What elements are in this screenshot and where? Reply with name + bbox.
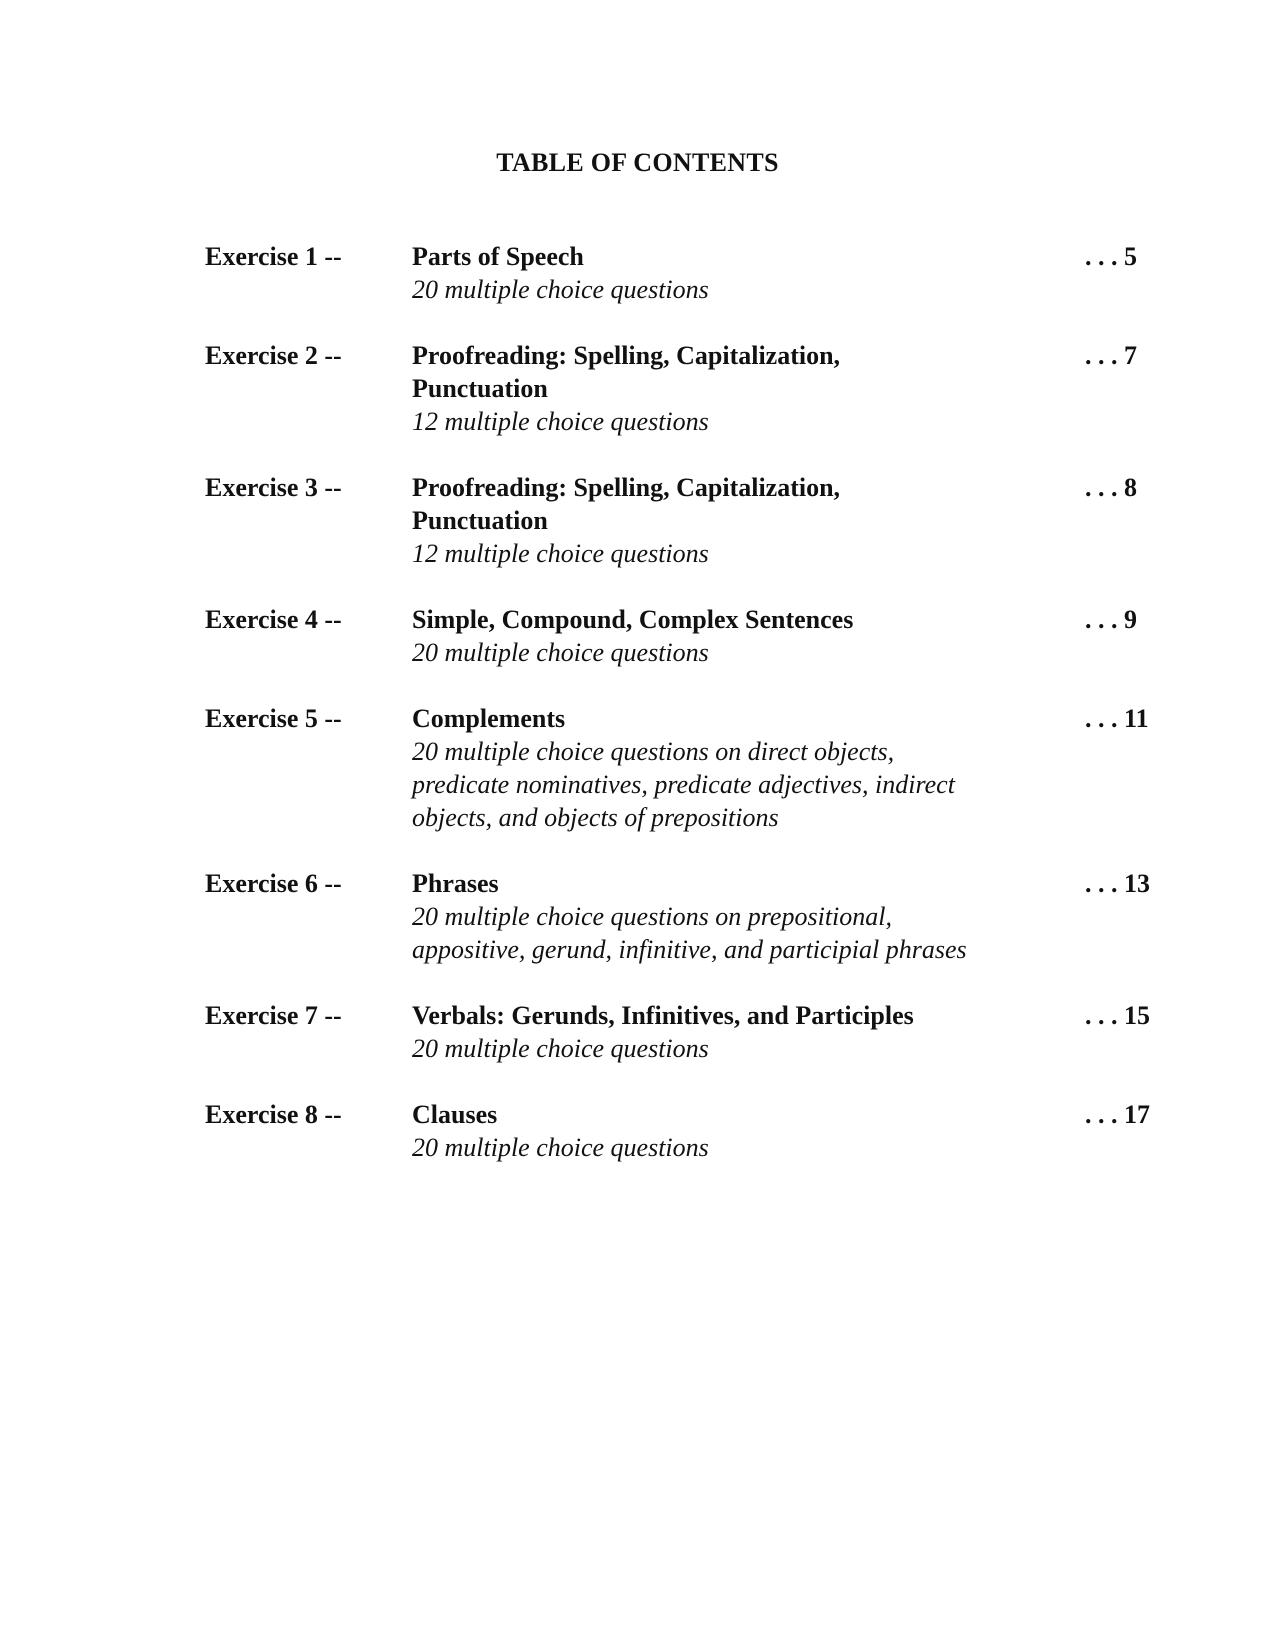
exercise-topic: Clauses bbox=[412, 1100, 498, 1129]
exercise-label: Exercise 6 -- bbox=[205, 869, 342, 898]
exercise-topic: Parts of Speech bbox=[412, 242, 584, 271]
exercise-topic: Proofreading: Spelling, Capitalization, Punctuation bbox=[412, 341, 841, 403]
entry-body bbox=[412, 1098, 992, 1164]
page-number: . . . 17 bbox=[1085, 1100, 1150, 1129]
entry-body bbox=[412, 867, 972, 966]
page-number: . . . 13 bbox=[1085, 869, 1150, 898]
exercise-description: 12 multiple choice questions bbox=[412, 539, 709, 568]
toc-entry bbox=[205, 999, 1165, 1065]
exercise-label: Exercise 5 -- bbox=[205, 704, 342, 733]
exercise-topic: Phrases bbox=[412, 869, 499, 898]
exercise-description: 20 multiple choice questions bbox=[412, 1133, 709, 1162]
entry-body bbox=[412, 240, 992, 306]
exercise-topic: Verbals: Gerunds, Infinitives, and Participles bbox=[412, 1001, 914, 1030]
entry-body bbox=[412, 603, 992, 669]
exercise-label: Exercise 1 -- bbox=[205, 242, 342, 271]
exercise-description: 20 multiple choice questions bbox=[412, 638, 709, 667]
exercise-description: 20 multiple choice questions bbox=[412, 275, 709, 304]
exercise-description: 20 multiple choice questions bbox=[412, 1034, 709, 1063]
exercise-label: Exercise 2 -- bbox=[205, 341, 342, 370]
exercise-label: Exercise 7 -- bbox=[205, 1001, 342, 1030]
entry-body bbox=[412, 999, 1032, 1065]
toc-entry bbox=[205, 1098, 1165, 1164]
exercise-topic: Simple, Compound, Complex Sentences bbox=[412, 605, 854, 634]
toc-entry bbox=[205, 603, 1165, 669]
page-number: . . . 9 bbox=[1085, 605, 1137, 634]
entry-body bbox=[412, 471, 932, 570]
page-number: . . . 11 bbox=[1085, 704, 1149, 733]
toc-entry bbox=[205, 240, 1165, 306]
table-of-contents bbox=[205, 240, 1165, 1197]
toc-entry bbox=[205, 702, 1165, 834]
toc-entry bbox=[205, 339, 1165, 438]
page-number: . . . 8 bbox=[1085, 473, 1137, 502]
page-number: . . . 15 bbox=[1085, 1001, 1150, 1030]
exercise-label: Exercise 4 -- bbox=[205, 605, 342, 634]
exercise-description: 12 multiple choice questions bbox=[412, 407, 709, 436]
exercise-topic: Proofreading: Spelling, Capitalization, Punctuation bbox=[412, 473, 841, 535]
toc-entry bbox=[205, 867, 1165, 966]
entry-body bbox=[412, 702, 972, 834]
exercise-label: Exercise 3 -- bbox=[205, 473, 342, 502]
page-number: . . . 7 bbox=[1085, 341, 1137, 370]
exercise-description: 20 multiple choice questions on prepositional, appositive, gerund, infinitive, and participial phrases bbox=[412, 902, 967, 964]
entry-body bbox=[412, 339, 932, 438]
exercise-description: 20 multiple choice questions on direct objects, predicate nominatives, predicate adjectives, indirect objects, and objects of prepositions bbox=[412, 737, 955, 832]
page-number: . . . 5 bbox=[1085, 242, 1137, 271]
page-title: TABLE OF CONTENTS bbox=[496, 148, 779, 177]
exercise-topic: Complements bbox=[412, 704, 566, 733]
toc-entry bbox=[205, 471, 1165, 570]
exercise-label: Exercise 8 -- bbox=[205, 1100, 342, 1129]
